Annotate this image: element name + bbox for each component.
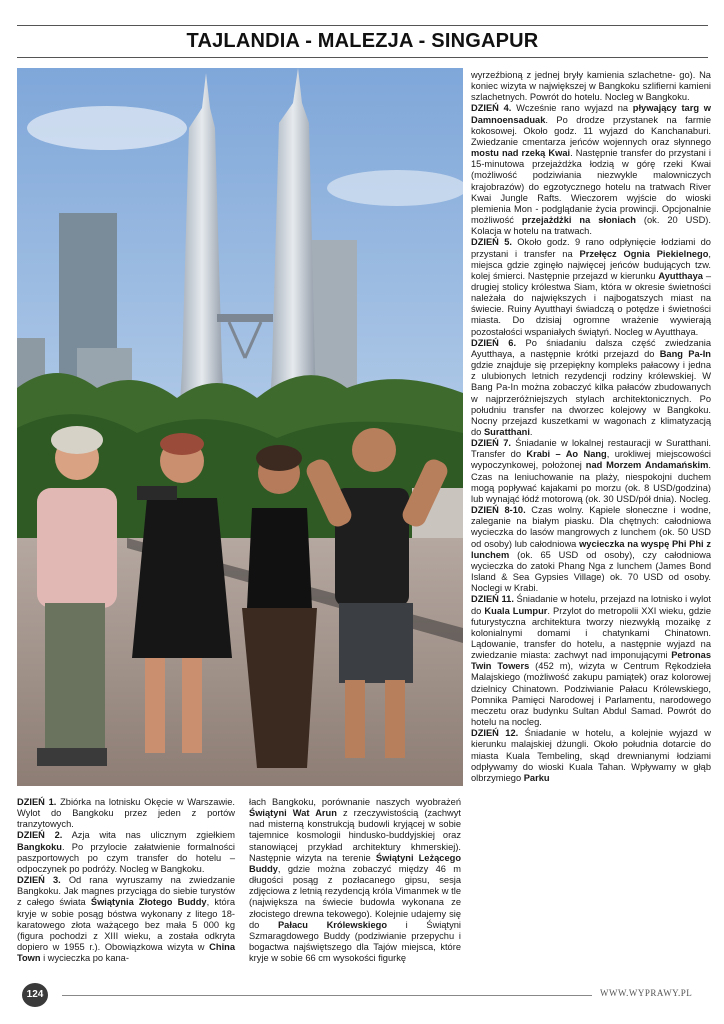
body-text: łach Bangkoku, porównanie naszych wyobrażeń [249, 797, 461, 807]
day-paragraph [249, 797, 461, 964]
day-label: DZIEŃ 1. [17, 797, 57, 807]
day-paragraph [471, 338, 711, 438]
body-text: Czas wolny. Kąpiele słoneczne i wodne, zaleganie na białym piasku. Dla chętnych: całodniowa wycieczka do lasów mangrowych z lunchem (ok. 50 USD od osoby) lub całodniowa [471, 505, 712, 549]
body-text: i wycieczka po kana- [40, 953, 129, 964]
highlight-text: Suratthani [483, 427, 530, 437]
body-text: , gdzie można zobaczyć między 46 m długości posąg z pozłacanego gipsu, sesja zdjęciowa z letnią rezydencją króla Vimanmek w tle (największa na świecie budowla wykonana ze złocistego drewna tekowego). Kolejnie udajemy się do [249, 863, 461, 930]
day-paragraph [471, 505, 711, 594]
body-text: Zbiórka na lotnisku Okęcie w Warszawie. Wylot do Bangkoku przez jeden z portów tranzytowych. [17, 797, 235, 830]
day-paragraph [17, 797, 235, 830]
day-label: DZIEŃ 8-10. [471, 505, 526, 516]
top-rule [17, 25, 708, 26]
day-paragraph [471, 438, 711, 505]
highlight-text: pływający targ w Damnoensaduak [471, 103, 711, 125]
body-text: (452 m), wizyta w Centrum Rękodzieła Malajskiego (możliwość zakupu pamiątek) oraz kolorowej dzielnicy Chinatown. Podziwianie Pałacu Królewskiego, Pomnika Pamięci Narodowej i Parlamentu, narodowego meczetu oraz budynku Sultan Abdul Samad. Powrót do hotelu na nocleg. [471, 661, 711, 728]
body-text: i Świątyni Szmaragdowego Buddy (podziwianie przepychu i bogactwa najświętszego dla Tajów miejsca, które kryje w sobie 66 cm wysokości figurkę [249, 919, 461, 964]
body-text: Wcześnie rano wyjazd na [511, 103, 633, 114]
highlight-text: wycieczka na wyspę Phi Phi z lunchem [471, 538, 712, 560]
day-label: DZIEŃ 6. [471, 337, 517, 348]
day-label: DZIEŃ 7. [471, 438, 511, 449]
day-label: DZIEŃ 5. [471, 237, 512, 248]
day-paragraph [471, 237, 711, 337]
body-text: – drugiej stolicy królestwa Siam, która w okresie świetności należała do największych i najbogatszych miast na świecie. Ruiny Ayutthayi świadczą o potędze i świetności miasta. Do dzisiaj ogromne wrażenie wywierają pozostałości wspaniałych świątyń. Nocleg w Ayutthaya. [471, 270, 711, 337]
body-text: . Po drodze przystanek na farmie kokosowej. Około godz. 11 wyjazd do Kanchanaburi. Zwiedzanie cmentarza jeńców wojennych oraz słynnego [471, 114, 711, 147]
highlight-text: przejażdżki na słoniach [521, 215, 636, 226]
highlight-text: Świątynia Złotego Buddy [90, 897, 207, 908]
day-label: DZIEŃ 11. [471, 594, 514, 605]
body-text: Około godz. 9 rano odpłynięcie łodziami do przystani i transfer na [471, 237, 711, 259]
body-text: , która kryje w sobie posąg bóstwa wykonany z litego 18-karatowego złota ważącego bez mała 5 000 kg (figura pochodzi z XIII wieku, a została odkryta dopiero w 1955 r.). Obowiązkowa wizyta w [17, 897, 235, 953]
day-paragraph [17, 830, 235, 875]
highlight-text: Świątyni Wat Arun [249, 808, 337, 819]
body-text: Od rana wyruszamy na zwiedzanie Bangkoku. Jak magnes przyciąga do siebie turystów z całego świata [17, 875, 235, 908]
body-text: (ok. 20 USD). Kolacja w hotelu na tratwach. [471, 215, 711, 237]
highlight-text: Petronas Twin Towers [471, 650, 711, 672]
text-line: go). Na koniec wizyta w największej w Bangkoku [471, 70, 711, 92]
highlight-text: China Town [17, 942, 235, 964]
body-text: , urokliwej miejscowości wypoczynkowej, położonej [471, 449, 711, 471]
body-text: . Przylot do metropolii XXI wieku, gdzie futurystyczna architektura tworzy niezwykłą mozaikę z kolonialnymi domami i chatynkami Chinatown. Lądowanie, transfer do hotelu, a następnie wyjazd na zwiedzanie miasta: zachwyt nad imponującymi [471, 605, 711, 661]
page-title: TAJLANDIA - MALEZJA - SINGAPUR [186, 30, 539, 52]
day-label: DZIEŃ 2. [17, 830, 63, 841]
day-paragraph [17, 875, 235, 964]
right-column [471, 70, 711, 784]
text-line: Nocleg w Bangkoku. [604, 92, 690, 103]
body-text: . [529, 427, 533, 437]
day-label: DZIEŃ 12. [471, 728, 519, 739]
left-column-a [17, 797, 235, 964]
body-text: Śniadanie w hotelu, przejazd na lotnisko i wylot do [471, 594, 711, 616]
day-paragraph [471, 70, 711, 103]
highlight-text: Kuala Lumpur [484, 605, 548, 616]
body-text: Azja wita nas ulicznym zgiełkiem [62, 830, 235, 841]
body-text: Po śniadaniu dalsza część zwiedzania Ayutthaya, a następnie krótki przejazd do [471, 337, 711, 359]
highlight-text: Parku [523, 772, 550, 783]
body-text: . Następnie transfer do przystani i 15-minutowa przejażdżka łodzią w górę rzeki Kwai (możliwość podziwiania niezwykle malowniczych krajobrazów) do egzotycznego hotelu na tratwach River Kwai Jungle Rafts. Wieczorem wyjście do wioski plemienia Mon - podglądanie życia prowincji. Opcjonalnie możliwość [471, 148, 711, 226]
body-text: , miejsca gdzie zginęło najwięcej jeńców budujących tzw. kolej śmierci. Następnie przejazd w kierunku [471, 248, 711, 281]
body-text: Śniadanie w hotelu, a kolejnie wyjazd w kierunku malajskiej dżungli. Około południa dotarcie do miasta Kuala Tembeling, skąd drewnianymi łodziami odpływamy do wioski Kuala Tahan. Wpływamy w głąb olbrzymiego [471, 728, 711, 783]
body-text: . Po przylocie załatwienie formalności paszportowych po czym transfer do hotelu – odpoczynek po podróży. Nocleg w Bangkoku. [17, 841, 235, 874]
body-text: Śniadanie w lokalnej restauracji w Suratthani. Transfer do [471, 438, 712, 460]
body-text: (ok. 65 USD od osoby), czy całodniowa wycieczka do zatoki Phang Nga z lunchem (James Bond Island & Sea Gypsies Village) ok. 70 USD od osoby. Noclegi w Krabi. [471, 549, 711, 594]
text-line: wyrzeźbioną z jednej bryły kamienia szlachetne- [471, 70, 680, 80]
highlight-text: Świątyni Leżącego Buddy [249, 852, 461, 874]
text-line: szlifierni kamieni szlachetnych. Powrót do hotelu. [471, 81, 711, 103]
petronas-towers-photo [17, 68, 463, 786]
body-text: z rzeczywistością (zachwyt nad misterną konstrukcją budowli kryjącej w sobie tajemnice kosmologii hindusko-buddyjskiej oraz stanowiącej przykład architektury khmerskiej). Następnie wizyta na terenie [249, 808, 461, 863]
highlight-text: Przełęcz Ognia Piekielnego [579, 248, 709, 259]
highlight-text: Pałacu Królewskiego [277, 919, 388, 930]
highlight-text: nad Morzem Andamańskim [585, 460, 709, 471]
day-label: DZIEŃ 4. [471, 103, 512, 114]
day-paragraph [471, 728, 711, 784]
body-text: gdzie znajduje się przepiękny kompleks pałacowy i jedna z ulubionych letnich rezydencji rodziny królewskiej. W Bang Pa-In można zobaczyć kilka pałaców zbudowanych w najprzeróżniejszych stylach architektonicznych. Po południu transfer na dworzec kolejowy w Bangkoku. Nocny przejazd kuszetkami w wagonach z klimatyzacją do [471, 360, 711, 437]
title-underline [17, 57, 708, 58]
left-column-b [249, 797, 461, 964]
highlight-text: Bangkoku [17, 841, 62, 852]
highlight-text: mostu nad rzeką Kwai [471, 148, 571, 159]
footer-site-url: WWW.WYPRAWY.PL [600, 988, 693, 998]
page-number-badge: 124 [22, 983, 48, 1007]
footer-rule [62, 995, 592, 996]
highlight-text: Ayutthaya [658, 270, 703, 281]
day-paragraph [471, 594, 711, 728]
towers-photo-icon [17, 68, 463, 786]
highlight-text: Krabi – Ao Nang [526, 449, 607, 460]
day-label: DZIEŃ 3. [17, 875, 61, 886]
highlight-text: Bang Pa-In [659, 348, 711, 359]
day-paragraph [471, 103, 711, 237]
body-text: . Czas na leniuchowanie na plaży, niespokojni duchem mogą popływać kajakami po morzu (ok. 8 USD/godzina) lub wynająć łódź motorową (ok. 30 USD/pół dnia). Nocleg. [471, 460, 712, 504]
